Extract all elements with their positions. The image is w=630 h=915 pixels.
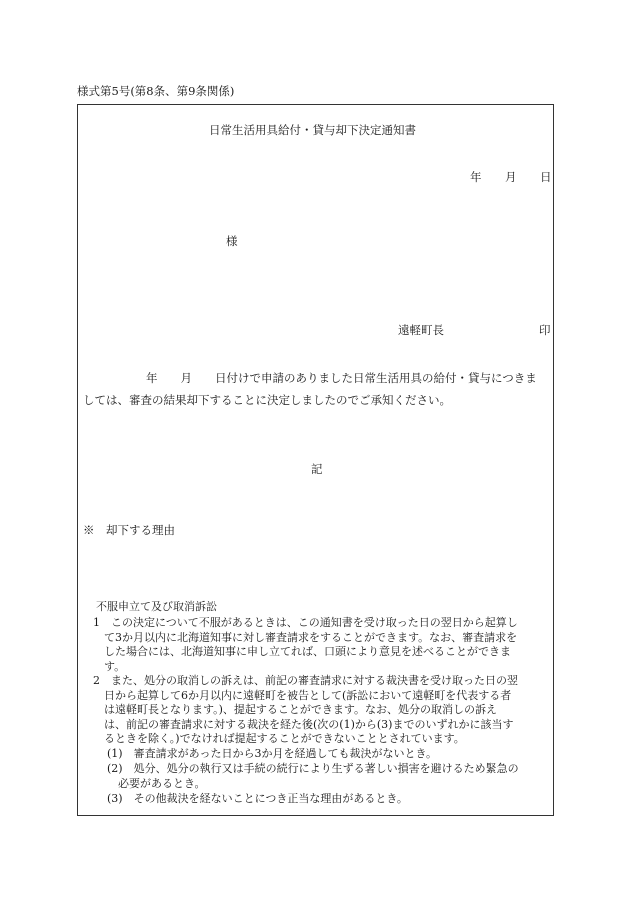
form-caption: 様式第5号(第8条、第9条関係)	[77, 84, 235, 98]
appeal-item-2-line-2: 日から起算して6か月以内に遠軽町を被告として(訴訟において遠軽町を代表する者	[104, 688, 512, 702]
appeal-sub-2-line-1: (2) 処分、処分の執行又は手続の続行により生ずる著しい損害を避けるため緊急の	[107, 762, 519, 775]
seal-mark: 印	[539, 323, 551, 337]
appeal-item-2-line-4: は、前記の審査請求に対する裁決を経た後(次の(1)から(3)までのいずれかに該当す	[104, 717, 514, 731]
appeal-sub-2-line-2: 必要があるとき。	[118, 776, 206, 790]
appeal-item-1-line-3: した場合には、北海道知事に申し立てれば、口頭により意見を述べることができま	[104, 645, 511, 658]
date-month: 月	[505, 170, 517, 184]
appeal-item-2-line-3: は遠軽町長となります。)、提起することができます。なお、処分の取消しの訴え	[104, 703, 498, 716]
recipient-suffix: 様	[226, 234, 238, 248]
date-day: 日	[540, 170, 552, 184]
date-year: 年	[470, 170, 482, 184]
body-line-1: 年 月 日付けで申請のありました日常生活用具の給付・貸与につきま	[146, 371, 537, 385]
appeal-heading: 不服申立て及び取消訴訟	[96, 600, 217, 613]
appeal-item-2-line-5: るときを除く。)でなければ提起することができないこととされています。	[104, 732, 465, 745]
appeal-item-2-line-1: 2 また、処分の取消しの訴えは、前記の審査請求に対する裁決書を受け取った日の翌	[93, 674, 518, 687]
appeal-sub-3: (3) その他裁決を経ないことにつき正当な理由があるとき。	[107, 792, 408, 805]
appeal-item-1-line-4: す。	[104, 659, 126, 673]
appeal-item-1-line-1: 1 この決定について不服があるときは、この通知書を受け取った日の翌日から起算し	[93, 616, 518, 629]
ki-heading: 記	[311, 462, 323, 476]
appeal-sub-1: (1) 審査請求があった日から3か月を経過しても裁決がないとき。	[107, 747, 438, 760]
appeal-item-1-line-2: て3か月以内に北海道知事に対し審査請求をすることができます。なお、審査請求を	[104, 630, 518, 644]
reason-heading: ※ 却下する理由	[83, 523, 175, 537]
body-line-2: しては、審査の結果却下することに決定しましたのでご承知ください。	[83, 393, 451, 407]
issuer-name: 遠軽町長	[398, 323, 444, 337]
document-title: 日常生活用具給付・貸与却下決定通知書	[209, 123, 416, 137]
